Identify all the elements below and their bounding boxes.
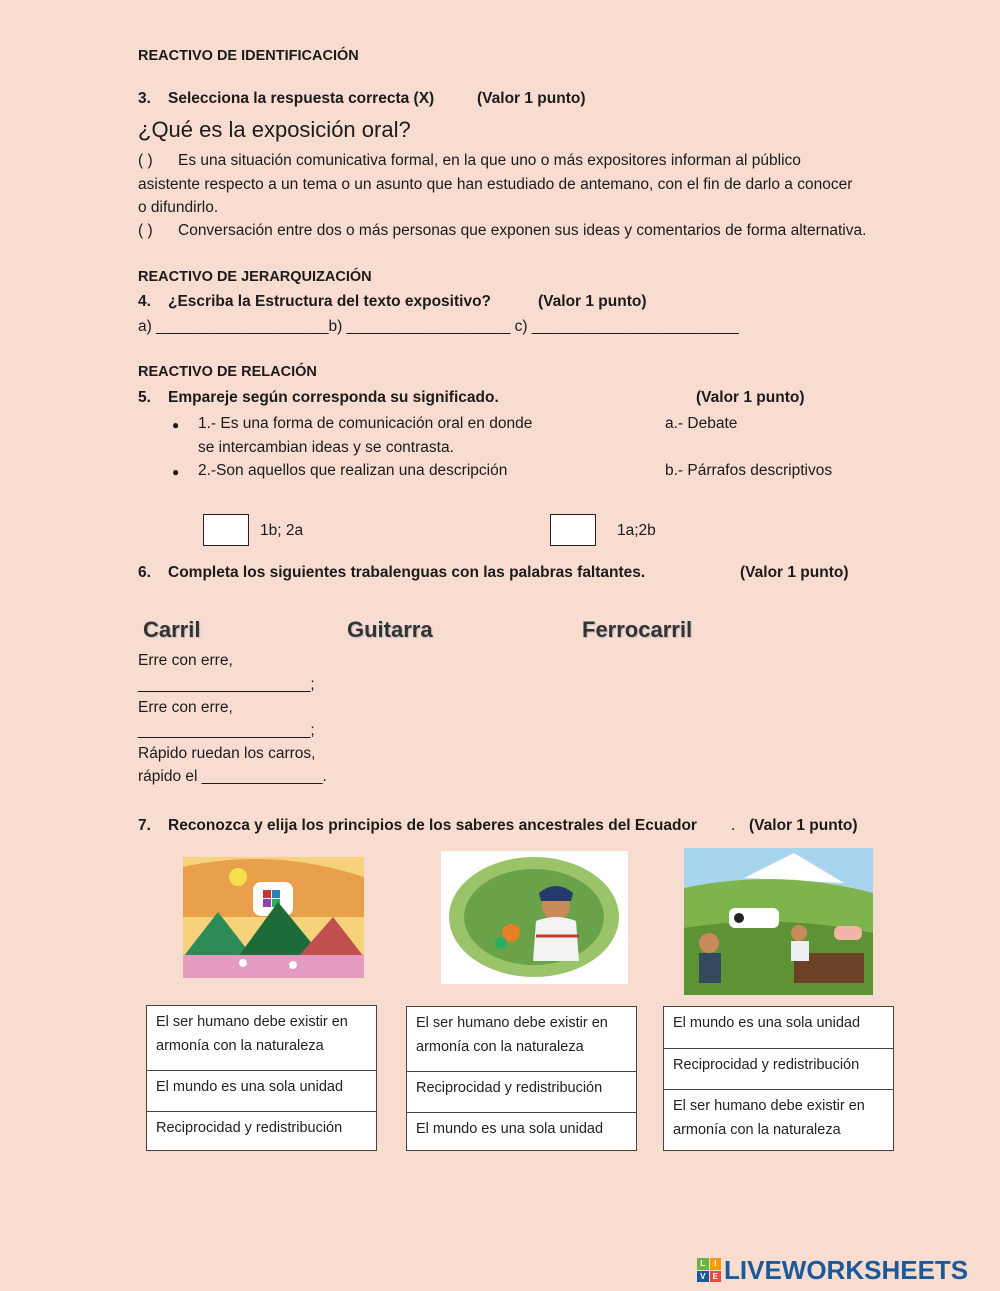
option-2-text: Conversación entre dos o más personas que exponen sus ideas y comentarios de forma alternativa. xyxy=(178,222,867,239)
question-6-value: (Valor 1 punto) xyxy=(740,564,849,581)
question-5-instruction: Empareje según corresponda su significado. xyxy=(168,389,499,406)
tongue-twister-line: Erre con erre, xyxy=(138,699,233,716)
table-row[interactable]: Reciprocidad y redistribución xyxy=(147,1111,376,1151)
choice-1-label: 1b; 2a xyxy=(260,522,304,539)
question-5-number: 5. xyxy=(138,389,151,406)
bullet-icon: ● xyxy=(172,465,180,479)
illustration-andean-mountains xyxy=(183,857,364,978)
logo-text: LIVEWORKSHEETS xyxy=(724,1254,969,1285)
question-7-instruction: Reconozca y elija los principios de los saberes ancestrales del Ecuador xyxy=(168,817,697,834)
tongue-twister-blank-1[interactable]: ____________________; xyxy=(138,676,315,693)
word-bank-carril[interactable]: Carril xyxy=(143,617,201,642)
question-5-value: (Valor 1 punto) xyxy=(696,389,805,406)
illustration-woman-nature xyxy=(441,851,628,984)
match-item-2: 2.-Son aquellos que realizan una descripción xyxy=(198,462,508,479)
section-title-jerarquizacion: REACTIVO DE JERARQUIZACIÓN xyxy=(138,269,372,285)
question-4-number: 4. xyxy=(138,293,151,310)
table-row[interactable]: El ser humano debe existir en armonía con la naturaleza xyxy=(664,1089,893,1151)
table-row[interactable]: El mundo es una sola unidad xyxy=(673,1015,861,1031)
tongue-twister-line: Rápido ruedan los carros, xyxy=(138,745,316,762)
table-row[interactable]: El ser humano debe existir en armonía con la naturaleza xyxy=(416,1015,608,1055)
match-item-1-line2: se intercambian ideas y se contrasta. xyxy=(198,439,454,456)
structure-answer-lines[interactable]: a) ____________________b) ___________________ c) ________________________ xyxy=(138,318,739,335)
question-7-period: . xyxy=(731,817,736,834)
principles-table-3 xyxy=(663,1006,894,1151)
bullet-icon: ● xyxy=(172,418,180,432)
question-3-number: 3. xyxy=(138,90,151,107)
option-1-text-line2: asistente respecto a un tema o un asunto que han estudiado de antemano, con el fin de darlo a conocer xyxy=(138,176,853,193)
word-bank-ferrocarril[interactable]: Ferrocarril xyxy=(582,617,693,642)
match-answer-a: a.- Debate xyxy=(665,415,738,432)
logo-mark-icon: L I V E xyxy=(697,1258,721,1282)
option-1-text-line3: o difundirlo. xyxy=(138,199,219,216)
tongue-twister-blank-2[interactable]: ____________________; xyxy=(138,722,315,739)
question-7-number: 7. xyxy=(138,817,151,834)
tongue-twister-line: Erre con erre, xyxy=(138,652,233,669)
question-3-value: (Valor 1 punto) xyxy=(477,90,586,107)
question-6-number: 6. xyxy=(138,564,151,581)
question-3-instruction: Selecciona la respuesta correcta (X) xyxy=(168,90,435,107)
liveworksheets-logo xyxy=(697,1255,968,1285)
section-title-relacion: REACTIVO DE RELACIÓN xyxy=(138,364,317,380)
illustration-farm-work xyxy=(684,848,873,995)
option-2-checkbox[interactable]: ( ) xyxy=(138,222,153,239)
section-title-identificacion: REACTIVO DE IDENTIFICACIÓN xyxy=(138,48,359,64)
match-answer-b: b.- Párrafos descriptivos xyxy=(665,462,833,479)
match-item-1: 1.- Es una forma de comunicación oral en donde xyxy=(198,415,533,432)
choice-2-label: 1a;2b xyxy=(617,522,656,539)
question-6-instruction: Completa los siguientes trabalenguas con las palabras faltantes. xyxy=(168,564,646,581)
table-row[interactable]: El mundo es una sola unidad xyxy=(147,1070,376,1111)
table-row[interactable]: Reciprocidad y redistribución xyxy=(664,1048,893,1089)
question-3-title: ¿Qué es la exposición oral? xyxy=(138,117,411,142)
option-1-text: Es una situación comunicativa formal, en la que uno o más expositores informan al público xyxy=(178,152,801,169)
table-row[interactable]: El mundo es una sola unidad xyxy=(407,1112,636,1151)
principles-table-2 xyxy=(406,1006,637,1151)
word-bank-guitarra[interactable]: Guitarra xyxy=(347,617,433,642)
choice-2-box[interactable] xyxy=(550,514,596,546)
table-row[interactable]: El ser humano debe existir en armonía con la naturaleza xyxy=(156,1014,348,1054)
tongue-twister-blank-3[interactable]: rápido el ______________. xyxy=(138,768,327,785)
table-row[interactable]: Reciprocidad y redistribución xyxy=(407,1071,636,1112)
question-4-text: ¿Escriba la Estructura del texto expositivo? xyxy=(168,293,492,310)
question-4-value: (Valor 1 punto) xyxy=(538,293,647,310)
choice-1-box[interactable] xyxy=(203,514,249,546)
question-7-value: (Valor 1 punto) xyxy=(749,817,858,834)
option-1-checkbox[interactable]: ( ) xyxy=(138,152,153,169)
principles-table-1 xyxy=(146,1005,377,1151)
